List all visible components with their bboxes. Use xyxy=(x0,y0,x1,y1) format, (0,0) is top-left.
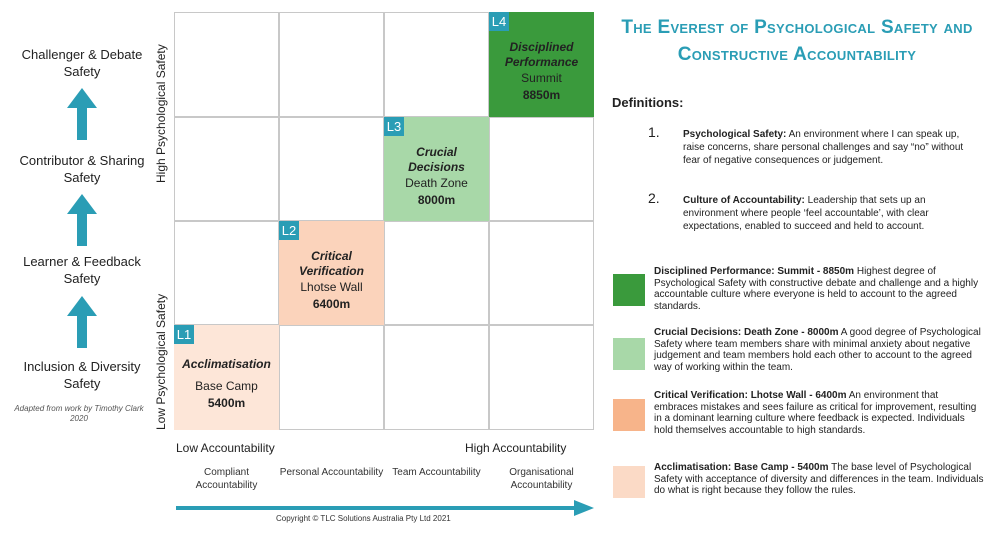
legend-base-camp xyxy=(654,462,984,497)
level-altitude: 5400m xyxy=(207,396,246,410)
stage-contributor: Contributor & Sharing Safety xyxy=(19,153,145,185)
level-name: Crucial Decisions xyxy=(408,145,465,174)
legend-term: Critical Verification: Lhotse Wall - 6400m xyxy=(654,390,847,401)
level-l3-death-zone xyxy=(384,117,489,221)
legend-term: Disciplined Performance: Summit - 8850m xyxy=(654,266,855,277)
level-badge: L4 xyxy=(489,12,509,31)
definition-psych-safety xyxy=(683,128,983,167)
level-badge: L1 xyxy=(174,325,194,344)
level-altitude: 6400m xyxy=(312,297,351,311)
legend-swatch-death-zone xyxy=(613,338,645,370)
legend-body: An environment that embraces mistakes and sees failure as critical for improvement, resulting in a dominant learning culture where feedback is expected. Individuals hold themselves accountable to high standards. xyxy=(654,390,977,436)
legend-term: Acclimatisation: Base Camp - 5400m xyxy=(654,462,829,473)
definition-term: Culture of Accountability: xyxy=(683,195,805,206)
accountability-team: Team Accountability xyxy=(392,467,481,478)
legend-swatch-summit xyxy=(613,274,645,306)
accountability-compliant: Compliant Accountability xyxy=(195,467,258,491)
level-badge: L3 xyxy=(384,117,404,136)
legend-death-zone xyxy=(654,327,984,373)
level-l1-base-camp xyxy=(174,325,279,430)
legend-lhotse-wall xyxy=(654,390,984,436)
level-altitude: 8850m xyxy=(522,88,561,102)
level-place: Base Camp xyxy=(195,379,258,393)
definition-accountability xyxy=(683,194,983,233)
legend-swatch-lhotse-wall xyxy=(613,399,645,431)
definition-body: An environment where I can speak up, raise concerns, share personal challenges and say “no” without fear of negative consequences or judgement. xyxy=(683,129,964,166)
level-place: Lhotse Wall xyxy=(300,280,363,294)
stage-inclusion: Inclusion & Diversity Safety xyxy=(23,359,141,391)
legend-body: The base level of Psychological Safety with acceptance of diversity and differences in the team. Individuals do what is right because they follow the rules. xyxy=(654,462,984,496)
x-axis-high-label: High Accountability xyxy=(465,441,567,455)
legend-summit xyxy=(654,266,984,312)
level-badge: L2 xyxy=(279,221,299,240)
up-arrow-icon xyxy=(67,194,97,246)
level-l2-lhotse-wall xyxy=(279,221,384,325)
definition-number: 2. xyxy=(648,190,660,206)
accountability-organisational: Organisational Accountability xyxy=(509,467,574,491)
up-arrow-icon xyxy=(67,88,97,140)
legend-term: Crucial Decisions: Death Zone - 8000m xyxy=(654,327,839,338)
y-axis-high-label: High Psychological Safety xyxy=(154,44,168,183)
definition-number: 1. xyxy=(648,124,660,140)
legend-body: A good degree of Psychological Safety where team members share with minimal anxiety about negative judgement and team members hold each other to account to the agreed way of working within the team. xyxy=(654,327,981,373)
y-axis-low-label: Low Psychological Safety xyxy=(154,293,168,430)
accountability-personal: Personal Accountability xyxy=(279,467,384,478)
copyright: Copyright © TLC Solutions Australia Pty Ltd 2021 xyxy=(276,514,451,523)
level-place: Summit xyxy=(521,71,562,85)
stage-challenger: Challenger & Debate Safety xyxy=(21,47,143,79)
definition-body: Leadership that sets up an environment where people ‘feel accountable’, with clear expectations, enabled to succeed and held to account. xyxy=(683,195,929,232)
credit-note: Adapted from work by Timothy Clark 2020 xyxy=(14,404,144,423)
legend-swatch-base-camp xyxy=(613,466,645,498)
legend-body: Highest degree of Psychological Safety with constructive debate and challenge and a highly accountable culture where everyone is held to account to the agreed standards. xyxy=(654,266,979,312)
definitions-heading: Definitions: xyxy=(612,95,684,110)
level-name: Acclimatisation xyxy=(182,357,271,371)
up-arrow-icon xyxy=(67,296,97,348)
level-place: Death Zone xyxy=(405,176,468,190)
page-title: The Everest of Psychological Safety and Constructive Accountability xyxy=(621,17,973,65)
matrix-grid xyxy=(174,12,594,430)
level-name: Critical Verification xyxy=(299,249,364,278)
stage-learner: Learner & Feedback Safety xyxy=(23,254,141,286)
x-axis-low-label: Low Accountability xyxy=(176,441,275,455)
level-altitude: 8000m xyxy=(417,193,456,207)
level-l4-summit xyxy=(489,12,594,117)
level-name: Disciplined Performance xyxy=(504,40,579,69)
definition-term: Psychological Safety: xyxy=(683,129,787,140)
